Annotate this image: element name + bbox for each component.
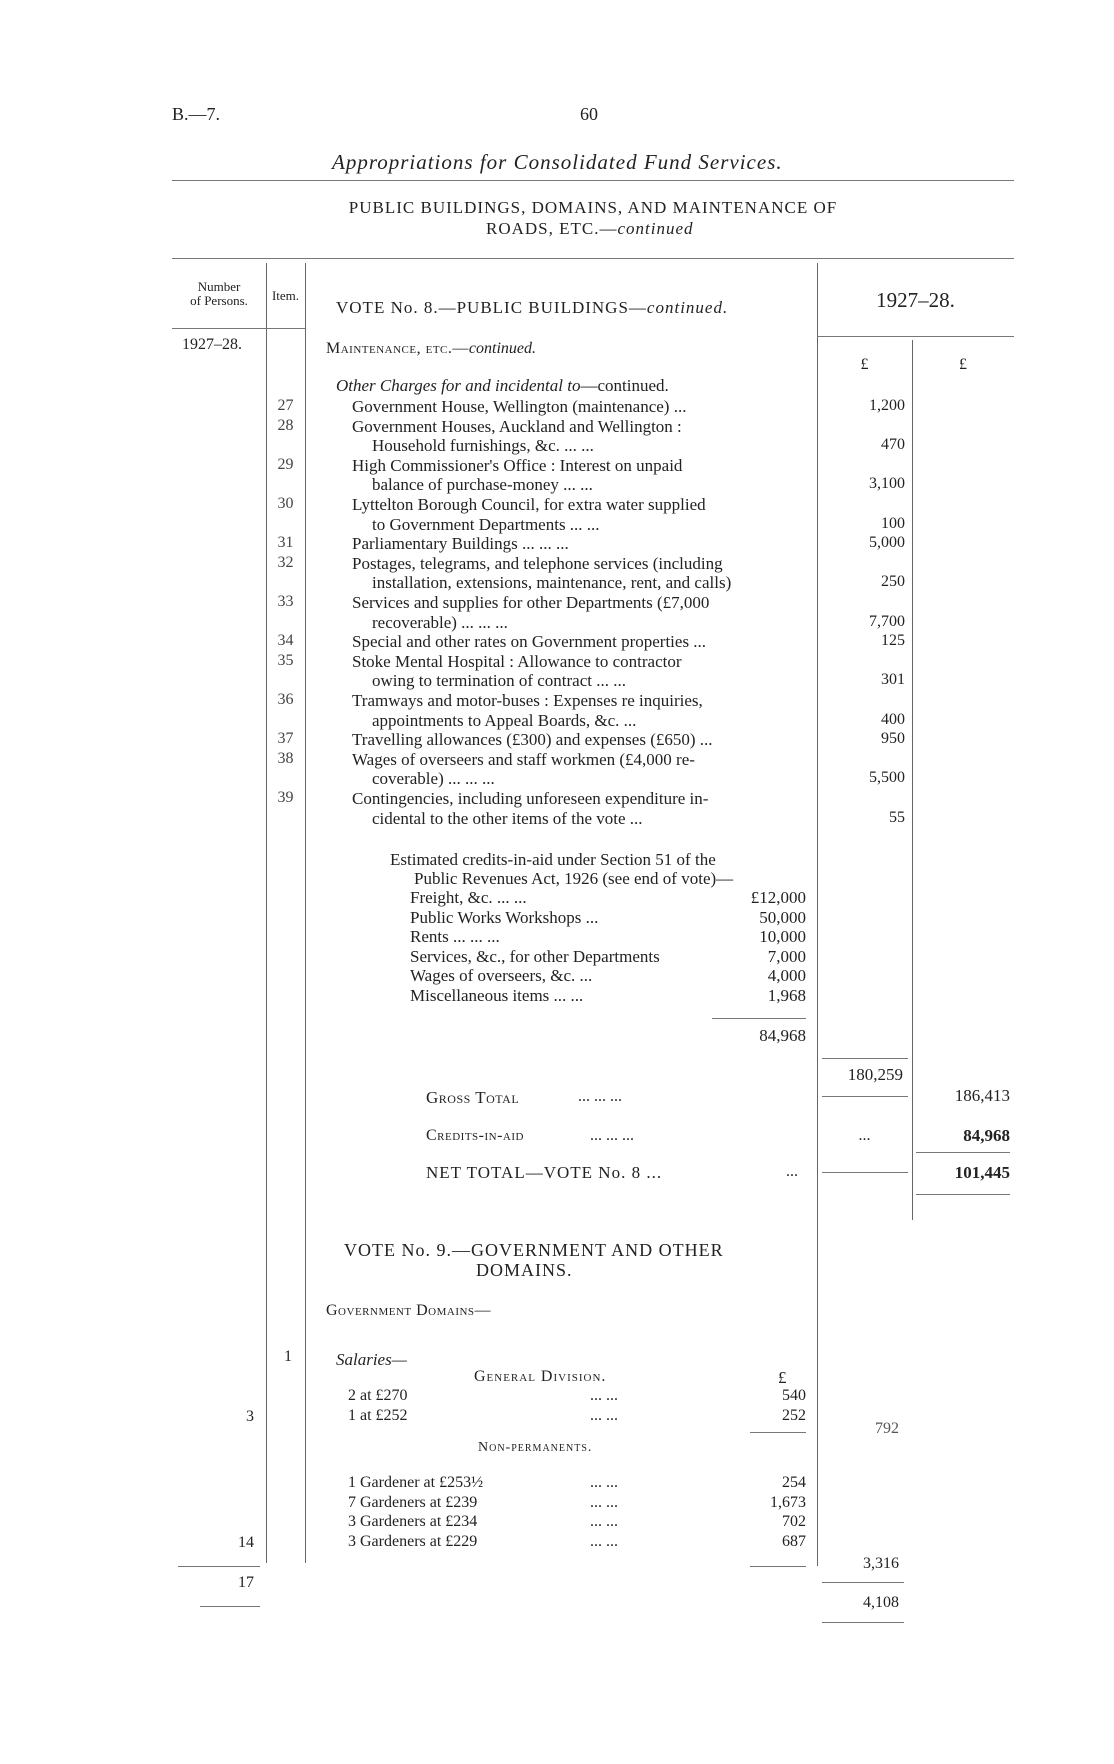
item-amount: 5,500 xyxy=(869,769,905,787)
subtotal-rule-bottom xyxy=(822,1096,908,1097)
gross-total-leader: ... ... ... xyxy=(578,1088,622,1105)
item-description-line: cidental to the other items of the vote ... xyxy=(372,808,643,828)
item-description-line: Government Houses, Auckland and Wellington : xyxy=(352,416,682,436)
salary-amount: 540 xyxy=(782,1387,806,1404)
salary-label: 1 at £252 xyxy=(348,1406,408,1424)
item-description-line: High Commissioner's Office : Interest on unpaid xyxy=(352,455,683,475)
net-total-amount: 101,445 xyxy=(954,1163,1010,1182)
item-amount: 55 xyxy=(889,808,905,826)
item-number: 29 xyxy=(277,455,294,473)
table-top-rule xyxy=(172,258,1014,259)
salaries-heading: Salaries— xyxy=(336,1350,407,1369)
credit-label: Rents ... ... ... xyxy=(410,927,500,947)
vote-9-pound-sign: £ xyxy=(778,1368,787,1387)
item-column-header: Item. xyxy=(271,288,300,303)
running-title: Appropriations for Consolidated Fund Services. xyxy=(332,150,783,174)
credit-label: Public Works Workshops ... xyxy=(410,907,599,927)
persons-year-label: 1927–28. xyxy=(182,336,242,353)
item-description-line: to Government Departments ... ... xyxy=(372,514,600,534)
item-amount: 3,100 xyxy=(869,475,905,493)
credit-label: Freight, &c. ... ... xyxy=(410,888,527,907)
gardener-label: 3 Gardeners at £229 xyxy=(348,1532,478,1550)
credits-in-aid-leader: ... ... ... xyxy=(590,1127,634,1144)
gardener-leader: ... ... xyxy=(590,1493,618,1511)
gardener-label: 7 Gardeners at £239 xyxy=(348,1493,478,1511)
item-amount: 125 xyxy=(881,632,905,650)
item-number: 36 xyxy=(277,691,294,708)
item-amount: 1,200 xyxy=(869,397,905,414)
non-permanents-rule xyxy=(750,1566,806,1567)
item-description-line: Parliamentary Buildings ... ... ... xyxy=(352,534,569,554)
credit-label: Services, &c., for other Departments xyxy=(410,946,660,966)
header-column-rule xyxy=(172,328,305,329)
gross-total-label: Gross Total xyxy=(426,1088,520,1107)
item-column-rule xyxy=(305,263,306,1563)
credit-amount: 50,000 xyxy=(759,907,806,927)
section-title-line-1: PUBLIC BUILDINGS, DOMAINS, AND MAINTENANCE OF xyxy=(348,198,838,217)
item-description-line: Tramways and motor-buses : Expenses re inquiries, xyxy=(352,691,703,710)
non-permanents-persons: 14 xyxy=(238,1534,254,1551)
vote-8-title: VOTE No. 8.—PUBLIC BUILDINGS—continued. xyxy=(336,298,729,317)
vote-9-subhead: Government Domains— xyxy=(326,1302,492,1319)
salary-leader: ... ... xyxy=(590,1387,618,1404)
gardener-leader: ... ... xyxy=(590,1532,618,1550)
net-total-label: NET TOTAL—VOTE No. 8 ... xyxy=(426,1163,663,1182)
item-description-line: Lyttelton Borough Council, for extra water supplied xyxy=(352,495,706,514)
total-persons: 17 xyxy=(238,1574,254,1591)
item-description-line: installation, extensions, maintenance, rent, and calls) xyxy=(372,573,732,593)
item-description-line: Postages, telegrams, and telephone services (including xyxy=(352,553,723,573)
item-number: 39 xyxy=(277,789,294,806)
gardener-amount: 254 xyxy=(782,1474,806,1491)
credit-amount: £12,000 xyxy=(750,888,806,907)
persons-column-header: Number of Persons. xyxy=(190,279,248,308)
header-rule xyxy=(172,180,1014,181)
item-number: 34 xyxy=(277,632,294,650)
salary-label: 2 at £270 xyxy=(348,1387,408,1404)
vote-8-subtotal: 180,259 xyxy=(847,1065,903,1084)
salary-amount: 252 xyxy=(782,1406,806,1424)
gardener-amount: 702 xyxy=(782,1513,806,1531)
item-amount: 950 xyxy=(881,730,905,748)
item-description-line: recoverable) ... ... ... xyxy=(372,612,508,632)
pound-sign-col-2: £ xyxy=(959,356,967,373)
gross-total-amount: 186,413 xyxy=(954,1086,1010,1105)
item-amount: 250 xyxy=(881,573,905,591)
vote-8-subhead: Maintenance, etc.—continued. xyxy=(326,340,536,357)
gardener-leader: ... ... xyxy=(590,1513,618,1531)
other-charges-heading: Other Charges for and incidental to—continued. xyxy=(336,376,669,395)
item-description-line: Stoke Mental Hospital : Allowance to contractor xyxy=(352,651,682,671)
credit-amount: 7,000 xyxy=(767,946,806,966)
gardener-label: 1 Gardener at £253½ xyxy=(348,1474,484,1491)
gardener-label: 3 Gardeners at £234 xyxy=(348,1513,478,1531)
non-permanents-heading: Non-permanents. xyxy=(478,1440,593,1455)
credit-label: Miscellaneous items ... ... xyxy=(410,986,584,1005)
general-division-persons: 3 xyxy=(246,1408,254,1425)
item-amount: 7,700 xyxy=(869,612,905,630)
item-description-line: Travelling allowances (£300) and expenses (£650) ... xyxy=(352,730,713,750)
item-description-line: Government House, Wellington (maintenance) ... xyxy=(352,397,687,416)
credits-in-aid-amount: 84,968 xyxy=(963,1126,1010,1145)
item-number: 27 xyxy=(277,397,294,414)
pound-sign-col-1: £ xyxy=(860,356,869,373)
document-reference: B.—7. xyxy=(172,104,221,124)
grand-total-rule-bottom xyxy=(822,1622,904,1623)
net-total-dash xyxy=(822,1172,908,1173)
page-number: 60 xyxy=(580,104,598,124)
vote-9-grand-total: 4,108 xyxy=(863,1594,899,1611)
item-number: 38 xyxy=(277,749,294,767)
item-number: 28 xyxy=(277,416,294,434)
item-description-line: Services and supplies for other Departments (£7,000 xyxy=(352,593,710,612)
item-number: 32 xyxy=(277,553,294,571)
item-amount: 5,000 xyxy=(869,534,905,552)
credits-in-aid-dots: ... xyxy=(858,1127,871,1144)
vote-9-title-line-2: DOMAINS. xyxy=(476,1260,573,1280)
credits-in-aid-label: Credits-in-aid xyxy=(426,1127,524,1144)
item-number: 35 xyxy=(277,651,294,669)
salary-leader: ... ... xyxy=(590,1406,618,1424)
vote-9-item-number: 1 xyxy=(284,1348,292,1365)
item-description-line: appointments to Appeal Boards, &c. ... xyxy=(372,710,637,730)
item-description-line: coverable) ... ... ... xyxy=(372,769,495,789)
gardener-amount: 1,673 xyxy=(770,1493,806,1511)
amount-column-rule xyxy=(817,263,818,1566)
credits-sum-rule xyxy=(712,1018,806,1019)
item-amount: 400 xyxy=(881,710,905,728)
credits-total: 84,968 xyxy=(759,1026,806,1045)
gardener-leader: ... ... xyxy=(590,1474,618,1491)
net-total-rule-top xyxy=(916,1152,1010,1153)
item-description-line: Household furnishings, &c. ... ... xyxy=(372,436,594,456)
item-description-line: Contingencies, including unforeseen expenditure in- xyxy=(352,789,709,808)
net-total-rule-bottom xyxy=(916,1194,1010,1195)
credit-amount: 4,000 xyxy=(767,966,806,986)
year-column-header: 1927–28. xyxy=(876,288,955,312)
item-number: 31 xyxy=(277,534,294,552)
grand-total-rule-top xyxy=(822,1582,904,1583)
item-description-line: Wages of overseers and staff workmen (£4,000 re- xyxy=(352,749,695,769)
general-division-total: 792 xyxy=(875,1420,899,1437)
subtotal-rule-top xyxy=(822,1058,908,1059)
general-division-rule xyxy=(750,1432,806,1433)
item-number: 30 xyxy=(277,495,294,512)
item-description-line: balance of purchase-money ... ... xyxy=(372,475,593,495)
vote-9-title-line-1: VOTE No. 9.—GOVERNMENT AND OTHER xyxy=(344,1240,724,1260)
persons-sum-rule xyxy=(178,1566,260,1567)
credits-intro-line-1: Estimated credits-in-aid under Section 51 of the xyxy=(390,850,716,869)
item-amount: 470 xyxy=(881,436,905,454)
year-header-rule xyxy=(817,336,1014,337)
credits-intro-line-2: Public Revenues Act, 1926 (see end of vote)— xyxy=(414,869,734,888)
section-title-line-2: ROADS, ETC.—continued xyxy=(486,219,694,238)
general-division-heading: General Division. xyxy=(474,1368,607,1385)
credit-amount: 10,000 xyxy=(759,927,806,947)
item-number: 37 xyxy=(277,730,294,748)
net-total-leader: ... xyxy=(786,1163,798,1180)
item-amount: 100 xyxy=(881,514,905,532)
item-description-line: Special and other rates on Government properties ... xyxy=(352,632,707,652)
total-persons-rule xyxy=(200,1606,260,1607)
item-amount: 301 xyxy=(881,671,905,689)
item-description-line: owing to termination of contract ... ... xyxy=(372,671,626,691)
credit-label: Wages of overseers, &c. ... xyxy=(410,966,593,986)
item-number: 33 xyxy=(277,593,294,610)
credit-amount: 1,968 xyxy=(767,986,806,1005)
gardener-amount: 687 xyxy=(782,1532,806,1550)
non-permanents-total: 3,316 xyxy=(863,1555,899,1572)
